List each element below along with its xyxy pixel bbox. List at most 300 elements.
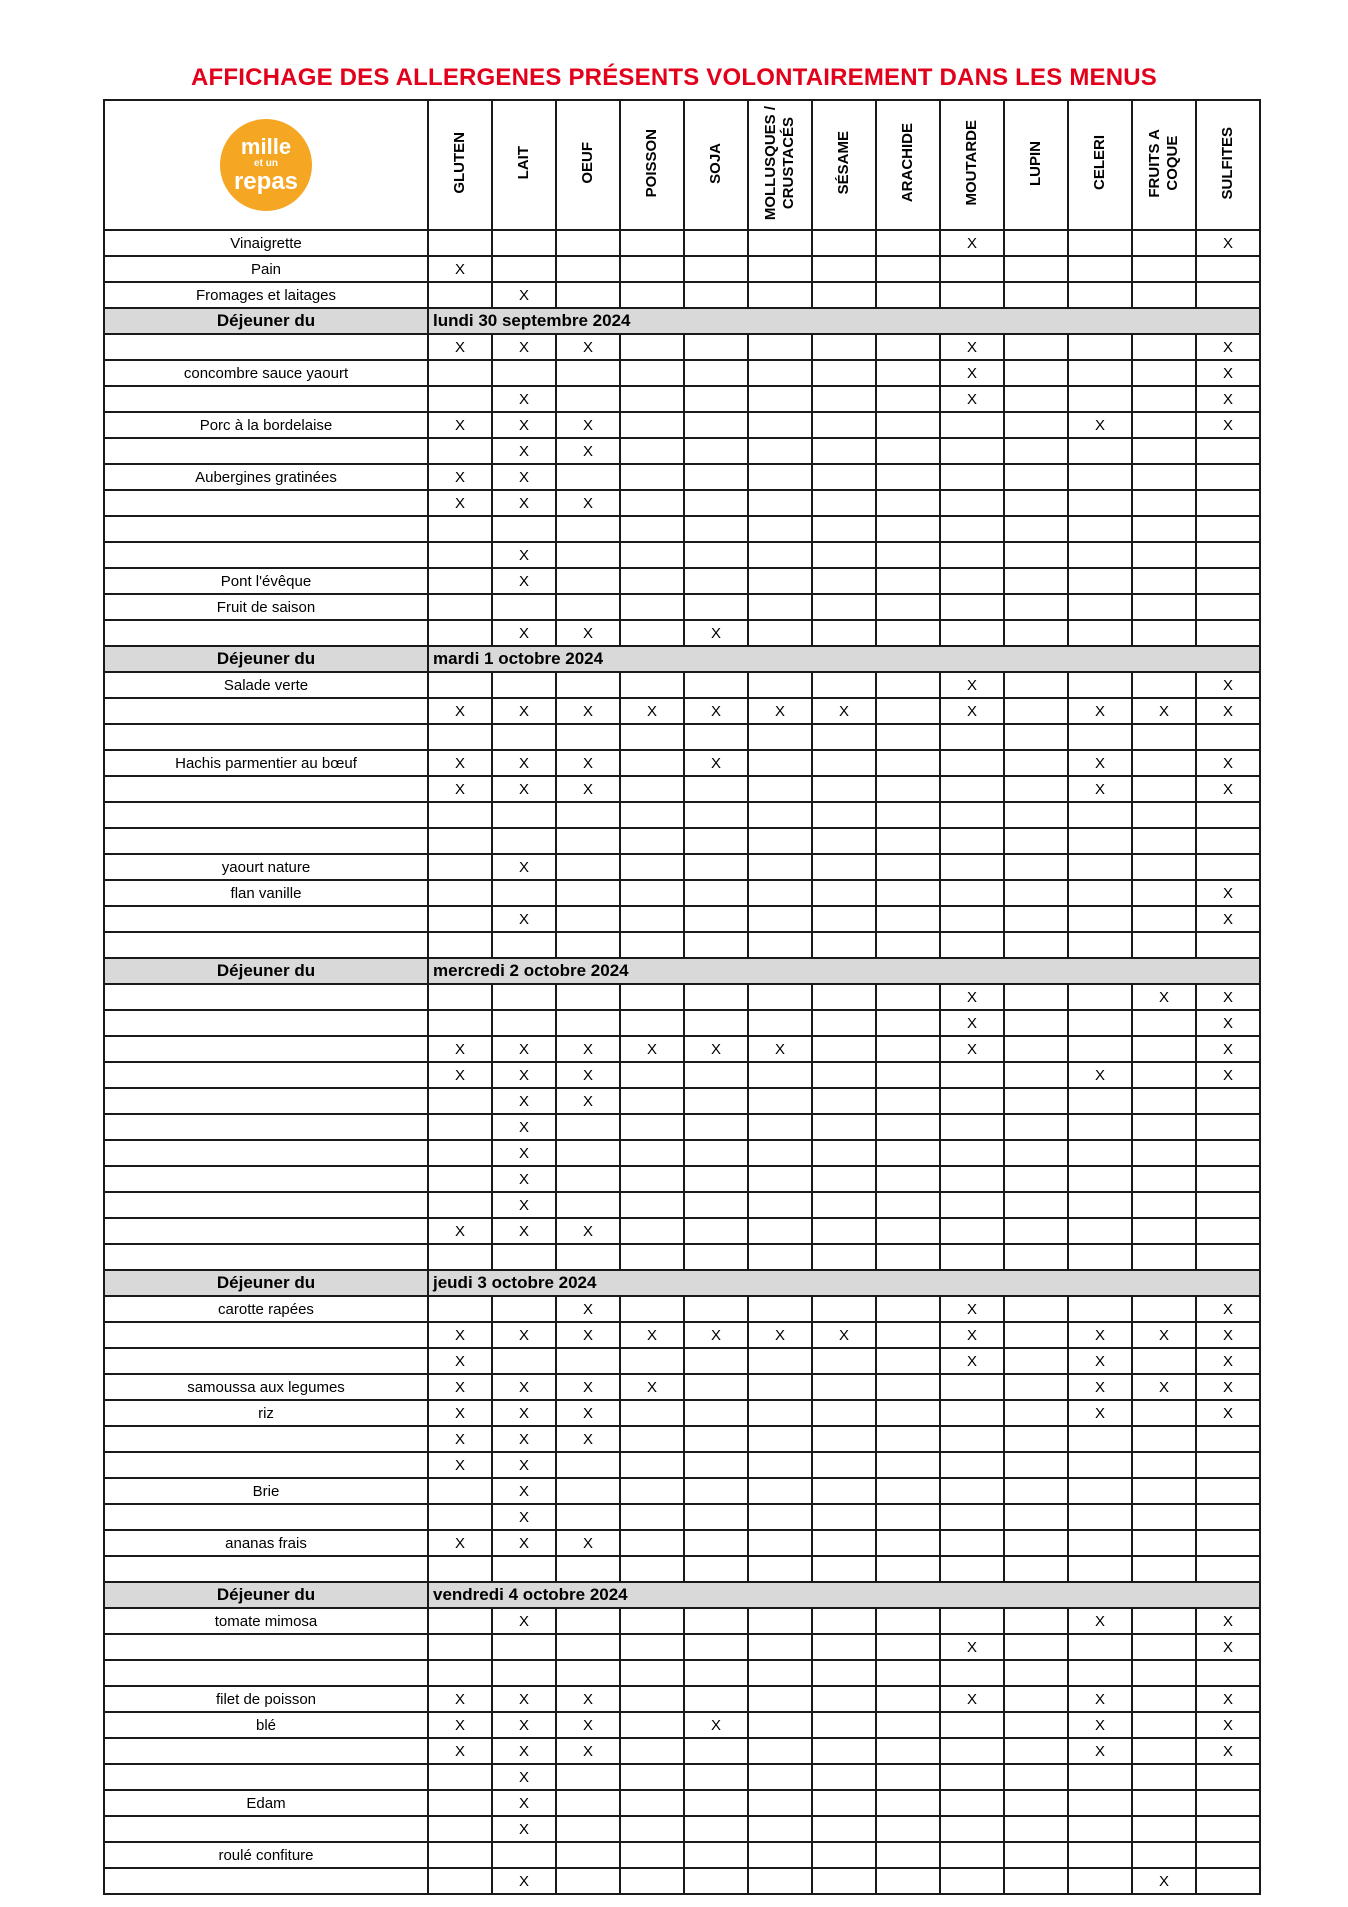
allergen-cell — [620, 1556, 684, 1582]
allergen-cell — [812, 230, 876, 256]
allergen-cell — [1004, 1660, 1068, 1686]
allergen-cell — [684, 412, 748, 438]
allergen-mark: X — [1222, 1404, 1233, 1422]
allergen-header — [556, 100, 620, 230]
allergen-cell — [1068, 1166, 1132, 1192]
allergen-mark: X — [582, 624, 593, 642]
allergen-cell — [940, 1790, 1004, 1816]
allergen-cell — [1068, 1712, 1132, 1738]
allergen-mark: X — [454, 1690, 465, 1708]
allergen-label: SÉSAME — [835, 131, 852, 195]
allergen-cell — [428, 724, 492, 750]
allergen-cell — [492, 828, 556, 854]
allergen-cell — [684, 568, 748, 594]
allergen-cell — [684, 1348, 748, 1374]
allergen-cell — [1132, 1868, 1196, 1894]
allergen-cell — [428, 1452, 492, 1478]
allergen-cell — [1004, 802, 1068, 828]
allergen-cell — [620, 1036, 684, 1062]
allergen-cell — [428, 438, 492, 464]
allergen-cell — [684, 932, 748, 958]
allergen-cell — [620, 1400, 684, 1426]
menu-item-name — [104, 542, 428, 568]
allergen-mark: X — [518, 1196, 529, 1214]
allergen-cell — [748, 464, 812, 490]
allergen-cell — [1004, 750, 1068, 776]
allergen-cell — [684, 776, 748, 802]
allergen-cell — [428, 490, 492, 516]
menu-item-row — [104, 1764, 1260, 1790]
allergen-mark: X — [1222, 988, 1233, 1006]
allergen-cell — [812, 1686, 876, 1712]
allergen-cell — [620, 1244, 684, 1270]
allergen-cell — [428, 386, 492, 412]
allergen-cell — [812, 1322, 876, 1348]
allergen-cell — [1068, 1010, 1132, 1036]
allergen-cell — [556, 828, 620, 854]
allergen-cell — [428, 1556, 492, 1582]
allergen-cell — [876, 1608, 940, 1634]
allergen-cell — [748, 698, 812, 724]
allergen-mark: X — [1158, 1378, 1169, 1396]
menu-item-name — [104, 1114, 428, 1140]
allergen-cell — [812, 282, 876, 308]
allergen-cell — [428, 1114, 492, 1140]
menu-item-row — [104, 490, 1260, 516]
menu-item-name: Hachis parmentier au bœuf — [104, 750, 428, 776]
allergen-cell — [1004, 438, 1068, 464]
allergen-cell — [876, 1478, 940, 1504]
allergen-cell — [556, 802, 620, 828]
allergen-cell — [876, 1010, 940, 1036]
allergen-cell — [812, 724, 876, 750]
allergen-cell — [1196, 1556, 1260, 1582]
allergen-cell — [812, 464, 876, 490]
allergen-cell — [1004, 282, 1068, 308]
allergen-mark: X — [518, 416, 529, 434]
allergen-cell — [1068, 1634, 1132, 1660]
allergen-mark: X — [454, 1378, 465, 1396]
allergen-cell — [556, 438, 620, 464]
allergen-cell — [876, 828, 940, 854]
allergen-cell — [812, 1348, 876, 1374]
allergen-cell — [428, 698, 492, 724]
allergen-cell — [876, 334, 940, 360]
allergen-mark: X — [518, 468, 529, 486]
allergen-cell — [428, 1348, 492, 1374]
allergen-cell — [876, 906, 940, 932]
allergen-cell — [1068, 1036, 1132, 1062]
allergen-cell — [1132, 1374, 1196, 1400]
allergen-cell — [556, 1816, 620, 1842]
allergen-cell — [492, 1348, 556, 1374]
allergen-cell — [492, 984, 556, 1010]
allergen-cell — [1132, 1634, 1196, 1660]
menu-item-name: Pont l'évêque — [104, 568, 428, 594]
allergen-cell — [1068, 672, 1132, 698]
allergen-label: MOLLUSQUES / CRUSTACÉS — [762, 105, 797, 221]
allergen-cell — [684, 1218, 748, 1244]
allergen-cell — [556, 1712, 620, 1738]
allergen-cell — [876, 1556, 940, 1582]
allergen-cell — [428, 1530, 492, 1556]
allergen-mark: X — [518, 702, 529, 720]
allergen-cell — [1068, 828, 1132, 854]
allergen-mark: X — [1222, 1612, 1233, 1630]
allergen-cell — [1196, 1192, 1260, 1218]
allergen-cell — [428, 1140, 492, 1166]
allergen-cell — [748, 1218, 812, 1244]
allergen-cell — [684, 1114, 748, 1140]
menu-item-row — [104, 1036, 1260, 1062]
menu-item-name — [104, 1140, 428, 1166]
allergen-mark: X — [454, 1066, 465, 1084]
allergen-cell — [556, 1088, 620, 1114]
menu-item-row — [104, 282, 1260, 308]
menu-item-name — [104, 1816, 428, 1842]
allergen-mark: X — [966, 390, 977, 408]
allergen-cell — [748, 1166, 812, 1192]
allergen-cell — [492, 1218, 556, 1244]
menu-item-row — [104, 438, 1260, 464]
allergen-cell — [1132, 542, 1196, 568]
allergen-cell — [620, 438, 684, 464]
allergen-cell — [1068, 1374, 1132, 1400]
allergen-cell — [684, 984, 748, 1010]
menu-item-row — [104, 1426, 1260, 1452]
allergen-cell — [748, 1660, 812, 1686]
allergen-mark: X — [1222, 234, 1233, 252]
allergen-cell — [876, 776, 940, 802]
allergen-cell — [620, 932, 684, 958]
allergen-mark: X — [710, 1040, 721, 1058]
allergen-cell — [748, 1192, 812, 1218]
allergen-mark: X — [1222, 754, 1233, 772]
allergen-cell — [1196, 1660, 1260, 1686]
menu-item-name — [104, 906, 428, 932]
allergen-cell — [1132, 776, 1196, 802]
allergen-cell — [940, 542, 1004, 568]
allergen-cell — [684, 1816, 748, 1842]
allergen-cell — [940, 1478, 1004, 1504]
allergen-label: SULFITES — [1219, 126, 1236, 200]
allergen-header — [1068, 100, 1132, 230]
allergen-cell — [492, 620, 556, 646]
allergen-cell — [812, 1660, 876, 1686]
section-date: mercredi 2 octobre 2024 — [428, 958, 1260, 984]
allergen-cell — [1132, 1608, 1196, 1634]
allergen-cell — [492, 386, 556, 412]
menu-item-name: Aubergines gratinées — [104, 464, 428, 490]
allergen-mark: X — [646, 1040, 657, 1058]
allergen-cell — [1196, 672, 1260, 698]
allergen-cell — [492, 490, 556, 516]
menu-item-row — [104, 620, 1260, 646]
allergen-cell — [1004, 1296, 1068, 1322]
allergen-cell — [748, 1296, 812, 1322]
allergen-cell — [1196, 776, 1260, 802]
allergen-cell — [684, 828, 748, 854]
allergen-mark: X — [518, 1118, 529, 1136]
allergen-mark: X — [454, 754, 465, 772]
allergen-cell — [556, 880, 620, 906]
allergen-label: CELERI — [1091, 135, 1108, 191]
allergen-cell — [1196, 1140, 1260, 1166]
allergen-cell — [620, 1530, 684, 1556]
menu-item-row — [104, 1322, 1260, 1348]
menu-item-name — [104, 1426, 428, 1452]
menu-item-row — [104, 1348, 1260, 1374]
allergen-cell — [1004, 1374, 1068, 1400]
allergen-cell — [940, 490, 1004, 516]
allergen-mark: X — [710, 1716, 721, 1734]
allergen-cell — [940, 568, 1004, 594]
menu-item-name — [104, 438, 428, 464]
allergen-cell — [812, 1634, 876, 1660]
allergen-cell — [556, 1556, 620, 1582]
allergen-cell — [748, 854, 812, 880]
allergen-cell — [748, 1374, 812, 1400]
allergen-cell — [1068, 438, 1132, 464]
allergen-cell — [492, 1660, 556, 1686]
allergen-cell — [428, 1608, 492, 1634]
allergen-cell — [492, 1322, 556, 1348]
allergen-cell — [1068, 802, 1132, 828]
allergen-cell — [684, 1244, 748, 1270]
allergen-cell — [428, 1634, 492, 1660]
allergen-cell — [940, 1218, 1004, 1244]
allergen-cell — [1132, 672, 1196, 698]
allergen-cell — [1196, 516, 1260, 542]
menu-item-name: Salade verte — [104, 672, 428, 698]
allergen-cell — [1004, 1868, 1068, 1894]
allergen-cell — [428, 1036, 492, 1062]
allergen-cell — [1196, 1530, 1260, 1556]
allergen-label: FRUITS A COQUE — [1146, 128, 1181, 198]
allergen-cell — [428, 1842, 492, 1868]
allergen-cell — [1004, 1140, 1068, 1166]
allergen-cell — [1196, 1166, 1260, 1192]
allergen-cell — [748, 776, 812, 802]
allergen-cell — [1132, 490, 1196, 516]
menu-item-row — [104, 1296, 1260, 1322]
allergen-cell — [812, 438, 876, 464]
allergen-cell — [940, 1192, 1004, 1218]
allergen-cell — [556, 386, 620, 412]
allergen-mark: X — [1222, 1690, 1233, 1708]
allergen-cell — [1004, 568, 1068, 594]
allergen-label: LAIT — [515, 146, 532, 180]
allergen-cell — [492, 360, 556, 386]
menu-item-name — [104, 1192, 428, 1218]
allergen-cell — [684, 1712, 748, 1738]
allergen-cell — [876, 724, 940, 750]
allergen-cell — [748, 1140, 812, 1166]
allergen-cell — [556, 542, 620, 568]
allergen-cell — [940, 516, 1004, 542]
allergen-mark: X — [518, 910, 529, 928]
allergen-cell — [428, 1088, 492, 1114]
allergen-mark: X — [966, 702, 977, 720]
allergen-cell — [1004, 412, 1068, 438]
allergen-cell — [940, 1426, 1004, 1452]
allergen-cell — [748, 1322, 812, 1348]
allergen-cell — [748, 256, 812, 282]
menu-item-row — [104, 984, 1260, 1010]
allergen-cell — [428, 776, 492, 802]
allergen-cell — [1004, 516, 1068, 542]
allergen-cell — [812, 1790, 876, 1816]
allergen-cell — [812, 1452, 876, 1478]
menu-item-name — [104, 386, 428, 412]
allergen-cell — [428, 854, 492, 880]
allergen-cell — [1132, 1062, 1196, 1088]
allergen-cell — [684, 1504, 748, 1530]
allergen-cell — [1132, 1790, 1196, 1816]
allergen-cell — [1068, 932, 1132, 958]
menu-item-row — [104, 1530, 1260, 1556]
allergen-cell — [620, 1114, 684, 1140]
allergen-cell — [1068, 1114, 1132, 1140]
allergen-mark: X — [582, 1534, 593, 1552]
allergen-mark: X — [518, 1534, 529, 1552]
day-section-row — [104, 308, 1260, 334]
allergen-cell — [876, 932, 940, 958]
allergen-cell — [812, 1738, 876, 1764]
allergen-cell — [684, 438, 748, 464]
allergen-cell — [1196, 1010, 1260, 1036]
allergen-cell — [428, 984, 492, 1010]
allergen-cell — [940, 1244, 1004, 1270]
allergen-mark: X — [1222, 1066, 1233, 1084]
allergen-cell — [940, 672, 1004, 698]
allergen-cell — [492, 334, 556, 360]
allergen-cell — [556, 1452, 620, 1478]
allergen-cell — [1132, 594, 1196, 620]
allergen-cell — [1068, 1400, 1132, 1426]
allergen-cell — [620, 1764, 684, 1790]
allergen-cell — [748, 412, 812, 438]
allergen-mark: X — [1158, 1326, 1169, 1344]
allergen-cell — [1196, 464, 1260, 490]
allergen-cell — [428, 1166, 492, 1192]
allergen-mark: X — [518, 1170, 529, 1188]
allergen-cell — [556, 984, 620, 1010]
allergen-cell — [556, 490, 620, 516]
allergen-cell — [748, 386, 812, 412]
menu-item-name — [104, 802, 428, 828]
allergen-cell — [1004, 1608, 1068, 1634]
allergen-cell — [492, 1426, 556, 1452]
allergen-cell — [556, 1010, 620, 1036]
menu-item-name: yaourt nature — [104, 854, 428, 880]
menu-item-name — [104, 490, 428, 516]
allergen-cell — [940, 750, 1004, 776]
allergen-cell — [1132, 1478, 1196, 1504]
menu-item-name: concombre sauce yaourt — [104, 360, 428, 386]
allergen-cell — [1068, 386, 1132, 412]
allergen-cell — [876, 880, 940, 906]
allergen-cell — [812, 568, 876, 594]
allergen-cell — [940, 1452, 1004, 1478]
allergen-cell — [1068, 1140, 1132, 1166]
allergen-cell — [620, 1348, 684, 1374]
allergen-mark: X — [1158, 988, 1169, 1006]
allergen-cell — [620, 1452, 684, 1478]
menu-item-row — [104, 802, 1260, 828]
menu-item-name: Porc à la bordelaise — [104, 412, 428, 438]
allergen-mark: X — [1222, 1638, 1233, 1656]
allergen-cell — [1132, 1218, 1196, 1244]
allergen-label: MOUTARDE — [963, 120, 980, 206]
allergen-mark: X — [582, 1092, 593, 1110]
logo-line: mille — [240, 134, 292, 159]
allergen-label: OEUF — [579, 142, 596, 184]
allergen-cell — [620, 542, 684, 568]
allergen-cell — [1068, 906, 1132, 932]
allergen-cell — [940, 412, 1004, 438]
menu-item-name — [104, 1504, 428, 1530]
allergen-cell — [620, 1088, 684, 1114]
menu-item-name — [104, 1634, 428, 1660]
allergen-cell — [940, 386, 1004, 412]
allergen-cell — [1196, 906, 1260, 932]
allergen-cell — [1132, 1504, 1196, 1530]
allergen-cell — [1132, 828, 1196, 854]
allergen-cell — [556, 1790, 620, 1816]
allergen-cell — [876, 1660, 940, 1686]
allergen-cell — [748, 1686, 812, 1712]
allergen-mark: X — [582, 1326, 593, 1344]
allergen-cell — [556, 1634, 620, 1660]
menu-item-name — [104, 1062, 428, 1088]
allergen-cell — [1132, 1322, 1196, 1348]
allergen-cell — [428, 1010, 492, 1036]
allergen-cell — [428, 542, 492, 568]
allergen-cell — [492, 1816, 556, 1842]
allergen-cell — [940, 1400, 1004, 1426]
allergen-cell — [684, 802, 748, 828]
allergen-mark: X — [1222, 910, 1233, 928]
allergen-cell — [812, 1218, 876, 1244]
allergen-cell — [1068, 1062, 1132, 1088]
allergen-cell — [748, 1738, 812, 1764]
allergen-cell — [684, 750, 748, 776]
allergen-cell — [940, 1816, 1004, 1842]
allergen-cell — [940, 1036, 1004, 1062]
allergen-cell — [556, 1348, 620, 1374]
allergen-cell — [940, 698, 1004, 724]
allergen-mark: X — [1222, 1378, 1233, 1396]
allergen-cell — [556, 1738, 620, 1764]
allergen-mark: X — [518, 1482, 529, 1500]
day-section-row — [104, 1582, 1260, 1608]
allergen-cell — [492, 1868, 556, 1894]
allergen-cell — [1004, 854, 1068, 880]
allergen-cell — [748, 1348, 812, 1374]
allergen-cell — [1068, 1426, 1132, 1452]
menu-item-row — [104, 1374, 1260, 1400]
allergen-cell — [1068, 1738, 1132, 1764]
allergen-cell — [876, 1400, 940, 1426]
allergen-mark: X — [454, 416, 465, 434]
menu-item-name: roulé confiture — [104, 1842, 428, 1868]
menu-item-row — [104, 750, 1260, 776]
allergen-mark: X — [966, 1638, 977, 1656]
allergen-cell — [1196, 1114, 1260, 1140]
menu-item-name — [104, 1036, 428, 1062]
allergen-cell — [1196, 1608, 1260, 1634]
